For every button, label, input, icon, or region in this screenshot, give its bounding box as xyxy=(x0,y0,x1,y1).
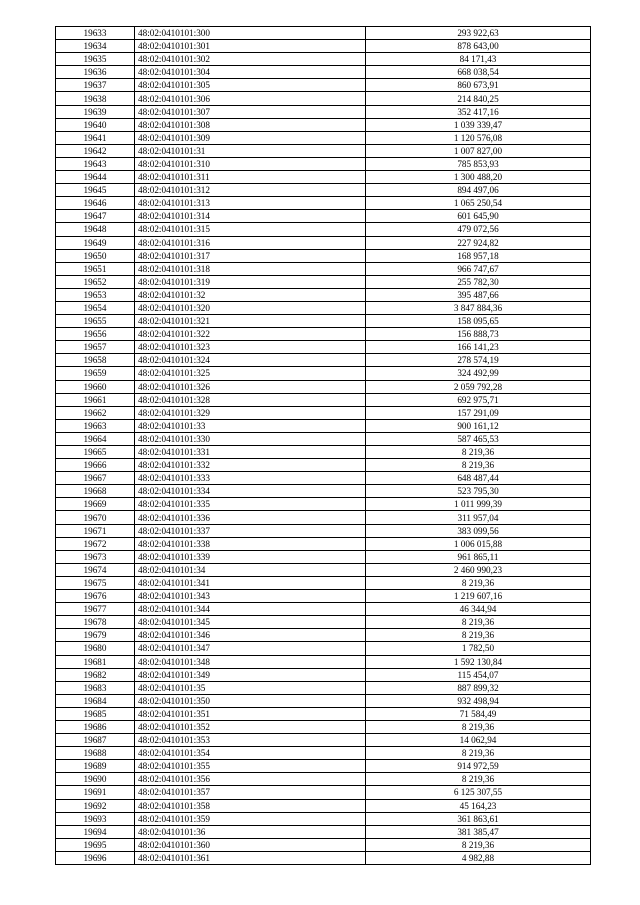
table-row xyxy=(56,210,591,223)
cadastral-number: 48:02:0410101:34 xyxy=(135,563,366,576)
table-row xyxy=(56,825,591,838)
cadastral-value: 1 006 015,88 xyxy=(366,537,591,550)
row-number: 19668 xyxy=(56,485,135,498)
cadastral-number: 48:02:0410101:300 xyxy=(135,27,366,40)
cadastral-value: 961 865,11 xyxy=(366,550,591,563)
table-row xyxy=(56,27,591,40)
table-row xyxy=(56,550,591,563)
cadastral-value: 1 300 488,20 xyxy=(366,171,591,184)
cadastral-value: 278 574,19 xyxy=(366,354,591,367)
row-number: 19669 xyxy=(56,498,135,511)
table-row xyxy=(56,472,591,485)
cadastral-number: 48:02:0410101:325 xyxy=(135,367,366,380)
row-number: 19639 xyxy=(56,105,135,118)
table-row xyxy=(56,171,591,184)
row-number: 19682 xyxy=(56,668,135,681)
cadastral-value: 311 957,04 xyxy=(366,511,591,524)
cadastral-number: 48:02:0410101:326 xyxy=(135,380,366,393)
cadastral-number: 48:02:0410101:349 xyxy=(135,668,366,681)
cadastral-number: 48:02:0410101:302 xyxy=(135,53,366,66)
cadastral-number: 48:02:0410101:358 xyxy=(135,799,366,812)
cadastral-value: 84 171,43 xyxy=(366,53,591,66)
table-row xyxy=(56,747,591,760)
row-number: 19692 xyxy=(56,799,135,812)
cadastral-number: 48:02:0410101:324 xyxy=(135,354,366,367)
table-row xyxy=(56,799,591,812)
table-row xyxy=(56,459,591,472)
row-number: 19638 xyxy=(56,92,135,105)
cadastral-value: 352 417,16 xyxy=(366,105,591,118)
table-row xyxy=(56,275,591,288)
table-row xyxy=(56,616,591,629)
row-number: 19654 xyxy=(56,301,135,314)
table-row xyxy=(56,642,591,655)
cadastral-value: 894 497,06 xyxy=(366,184,591,197)
table-row xyxy=(56,563,591,576)
row-number: 19655 xyxy=(56,315,135,328)
cadastral-number: 48:02:0410101:320 xyxy=(135,301,366,314)
row-number: 19634 xyxy=(56,40,135,53)
cadastral-value: 324 492,99 xyxy=(366,367,591,380)
cadastral-value: 8 219,36 xyxy=(366,446,591,459)
row-number: 19671 xyxy=(56,524,135,537)
table-row xyxy=(56,79,591,92)
cadastral-number: 48:02:0410101:33 xyxy=(135,419,366,432)
table-row xyxy=(56,760,591,773)
table-row xyxy=(56,851,591,864)
row-number: 19658 xyxy=(56,354,135,367)
cadastral-value: 1 065 250,54 xyxy=(366,197,591,210)
row-number: 19689 xyxy=(56,760,135,773)
table-row xyxy=(56,53,591,66)
cadastral-value: 668 038,54 xyxy=(366,66,591,79)
row-number: 19667 xyxy=(56,472,135,485)
table-row xyxy=(56,603,591,616)
cadastral-number: 48:02:0410101:359 xyxy=(135,812,366,825)
row-number: 19686 xyxy=(56,720,135,733)
cadastral-number: 48:02:0410101:323 xyxy=(135,341,366,354)
row-number: 19675 xyxy=(56,576,135,589)
cadastral-value: 227 924,82 xyxy=(366,236,591,249)
cadastral-number: 48:02:0410101:354 xyxy=(135,747,366,760)
cadastral-number: 48:02:0410101:307 xyxy=(135,105,366,118)
row-number: 19678 xyxy=(56,616,135,629)
cadastral-value: 45 164,23 xyxy=(366,799,591,812)
row-number: 19648 xyxy=(56,223,135,236)
cadastral-value: 878 643,00 xyxy=(366,40,591,53)
cadastral-value: 2 059 792,28 xyxy=(366,380,591,393)
table-row xyxy=(56,184,591,197)
table-row xyxy=(56,144,591,157)
cadastral-number: 48:02:0410101:338 xyxy=(135,537,366,550)
cadastral-number: 48:02:0410101:350 xyxy=(135,694,366,707)
cadastral-value: 932 498,94 xyxy=(366,694,591,707)
cadastral-value: 8 219,36 xyxy=(366,576,591,589)
cadastral-number: 48:02:0410101:334 xyxy=(135,485,366,498)
cadastral-value: 1 219 607,16 xyxy=(366,590,591,603)
table-row xyxy=(56,406,591,419)
row-number: 19672 xyxy=(56,537,135,550)
row-number: 19684 xyxy=(56,694,135,707)
cadastral-number: 48:02:0410101:311 xyxy=(135,171,366,184)
cadastral-value: 6 125 307,55 xyxy=(366,786,591,799)
table-row xyxy=(56,223,591,236)
cadastral-number: 48:02:0410101:32 xyxy=(135,288,366,301)
cadastral-value: 8 219,36 xyxy=(366,459,591,472)
row-number: 19683 xyxy=(56,681,135,694)
table-row xyxy=(56,668,591,681)
cadastral-value: 601 645,90 xyxy=(366,210,591,223)
cadastral-value: 8 219,36 xyxy=(366,720,591,733)
cadastral-number: 48:02:0410101:310 xyxy=(135,157,366,170)
cadastral-value: 4 982,88 xyxy=(366,851,591,864)
cadastral-number: 48:02:0410101:314 xyxy=(135,210,366,223)
cadastral-value: 966 747,67 xyxy=(366,262,591,275)
table-row xyxy=(56,315,591,328)
row-number: 19641 xyxy=(56,131,135,144)
cadastral-number: 48:02:0410101:318 xyxy=(135,262,366,275)
cadastral-value: 785 853,93 xyxy=(366,157,591,170)
table-row xyxy=(56,367,591,380)
row-number: 19661 xyxy=(56,393,135,406)
cadastral-value: 860 673,91 xyxy=(366,79,591,92)
cadastral-number: 48:02:0410101:313 xyxy=(135,197,366,210)
cadastral-value: 115 454,07 xyxy=(366,668,591,681)
row-number: 19695 xyxy=(56,838,135,851)
cadastral-number: 48:02:0410101:360 xyxy=(135,838,366,851)
cadastral-number: 48:02:0410101:319 xyxy=(135,275,366,288)
cadastral-number: 48:02:0410101:333 xyxy=(135,472,366,485)
row-number: 19637 xyxy=(56,79,135,92)
table-row xyxy=(56,341,591,354)
cadastral-number: 48:02:0410101:329 xyxy=(135,406,366,419)
row-number: 19674 xyxy=(56,563,135,576)
cadastral-number: 48:02:0410101:351 xyxy=(135,707,366,720)
cadastral-number: 48:02:0410101:305 xyxy=(135,79,366,92)
cadastral-value: 214 840,25 xyxy=(366,92,591,105)
cadastral-value: 1 782,50 xyxy=(366,642,591,655)
row-number: 19676 xyxy=(56,590,135,603)
table-row xyxy=(56,92,591,105)
cadastral-value: 166 141,23 xyxy=(366,341,591,354)
cadastral-value: 479 072,56 xyxy=(366,223,591,236)
row-number: 19693 xyxy=(56,812,135,825)
table-row xyxy=(56,511,591,524)
cadastral-number: 48:02:0410101:328 xyxy=(135,393,366,406)
table-row xyxy=(56,262,591,275)
cadastral-value: 914 972,59 xyxy=(366,760,591,773)
row-number: 19663 xyxy=(56,419,135,432)
table-row xyxy=(56,249,591,262)
cadastral-number: 48:02:0410101:356 xyxy=(135,773,366,786)
cadastral-value: 2 460 990,23 xyxy=(366,563,591,576)
row-number: 19691 xyxy=(56,786,135,799)
cadastral-number: 48:02:0410101:352 xyxy=(135,720,366,733)
table-row xyxy=(56,197,591,210)
cadastral-number: 48:02:0410101:348 xyxy=(135,655,366,668)
row-number: 19680 xyxy=(56,642,135,655)
table-row xyxy=(56,131,591,144)
row-number: 19644 xyxy=(56,171,135,184)
cadastral-value: 71 584,49 xyxy=(366,707,591,720)
row-number: 19649 xyxy=(56,236,135,249)
row-number: 19673 xyxy=(56,550,135,563)
cadastral-number: 48:02:0410101:312 xyxy=(135,184,366,197)
cadastral-value: 8 219,36 xyxy=(366,629,591,642)
cadastral-value: 158 095,65 xyxy=(366,315,591,328)
table-row xyxy=(56,734,591,747)
cadastral-number: 48:02:0410101:306 xyxy=(135,92,366,105)
row-number: 19651 xyxy=(56,262,135,275)
row-number: 19665 xyxy=(56,446,135,459)
table-row xyxy=(56,838,591,851)
cadastral-number: 48:02:0410101:316 xyxy=(135,236,366,249)
row-number: 19688 xyxy=(56,747,135,760)
table-row xyxy=(56,380,591,393)
cadastral-number: 48:02:0410101:301 xyxy=(135,40,366,53)
row-number: 19659 xyxy=(56,367,135,380)
row-number: 19642 xyxy=(56,144,135,157)
table-row xyxy=(56,498,591,511)
table-row xyxy=(56,812,591,825)
row-number: 19635 xyxy=(56,53,135,66)
cadastral-value: 887 899,32 xyxy=(366,681,591,694)
row-number: 19666 xyxy=(56,459,135,472)
table-row xyxy=(56,524,591,537)
table-row xyxy=(56,720,591,733)
cadastral-value: 255 782,30 xyxy=(366,275,591,288)
table-row xyxy=(56,393,591,406)
table-row xyxy=(56,328,591,341)
row-number: 19645 xyxy=(56,184,135,197)
cadastral-number: 48:02:0410101:315 xyxy=(135,223,366,236)
cadastral-number: 48:02:0410101:35 xyxy=(135,681,366,694)
cadastral-value: 14 062,94 xyxy=(366,734,591,747)
row-number: 19643 xyxy=(56,157,135,170)
row-number: 19687 xyxy=(56,734,135,747)
row-number: 19657 xyxy=(56,341,135,354)
row-number: 19650 xyxy=(56,249,135,262)
cadastral-value: 587 465,53 xyxy=(366,432,591,445)
table-row xyxy=(56,354,591,367)
table-row xyxy=(56,485,591,498)
cadastral-number: 48:02:0410101:317 xyxy=(135,249,366,262)
row-number: 19670 xyxy=(56,511,135,524)
cadastral-value: 156 888,73 xyxy=(366,328,591,341)
row-number: 19660 xyxy=(56,380,135,393)
row-number: 19679 xyxy=(56,629,135,642)
cadastral-number: 48:02:0410101:357 xyxy=(135,786,366,799)
cadastral-number: 48:02:0410101:304 xyxy=(135,66,366,79)
cadastral-value: 900 161,12 xyxy=(366,419,591,432)
table-row xyxy=(56,590,591,603)
row-number: 19677 xyxy=(56,603,135,616)
cadastral-value: 1 007 827,00 xyxy=(366,144,591,157)
cadastral-number: 48:02:0410101:321 xyxy=(135,315,366,328)
row-number: 19656 xyxy=(56,328,135,341)
table-row xyxy=(56,707,591,720)
table-row xyxy=(56,773,591,786)
cadastral-number: 48:02:0410101:341 xyxy=(135,576,366,589)
table-row xyxy=(56,118,591,131)
table-row xyxy=(56,157,591,170)
table-row xyxy=(56,288,591,301)
cadastral-number: 48:02:0410101:322 xyxy=(135,328,366,341)
table-row xyxy=(56,629,591,642)
row-number: 19646 xyxy=(56,197,135,210)
cadastral-value: 46 344,94 xyxy=(366,603,591,616)
cadastral-value: 383 099,56 xyxy=(366,524,591,537)
table-row xyxy=(56,236,591,249)
row-number: 19690 xyxy=(56,773,135,786)
cadastral-number: 48:02:0410101:353 xyxy=(135,734,366,747)
cadastral-value: 293 922,63 xyxy=(366,27,591,40)
cadastral-number: 48:02:0410101:347 xyxy=(135,642,366,655)
table-row xyxy=(56,105,591,118)
cadastral-value: 361 863,61 xyxy=(366,812,591,825)
cadastral-number: 48:02:0410101:344 xyxy=(135,603,366,616)
cadastral-value: 1 011 999,39 xyxy=(366,498,591,511)
cadastral-value: 1 039 339,47 xyxy=(366,118,591,131)
cadastral-value: 523 795,30 xyxy=(366,485,591,498)
table-body xyxy=(56,27,591,865)
cadastral-value: 3 847 884,36 xyxy=(366,301,591,314)
table-row xyxy=(56,446,591,459)
table-row xyxy=(56,301,591,314)
table-row xyxy=(56,66,591,79)
cadastral-number: 48:02:0410101:335 xyxy=(135,498,366,511)
cadastral-number: 48:02:0410101:361 xyxy=(135,851,366,864)
cadastral-value: 8 219,36 xyxy=(366,838,591,851)
cadastral-number: 48:02:0410101:308 xyxy=(135,118,366,131)
cadastral-value: 692 975,71 xyxy=(366,393,591,406)
table-row xyxy=(56,576,591,589)
cadastral-value: 8 219,36 xyxy=(366,747,591,760)
cadastral-number: 48:02:0410101:355 xyxy=(135,760,366,773)
cadastral-number: 48:02:0410101:346 xyxy=(135,629,366,642)
row-number: 19685 xyxy=(56,707,135,720)
cadastral-number: 48:02:0410101:332 xyxy=(135,459,366,472)
table-row xyxy=(56,40,591,53)
table-row xyxy=(56,537,591,550)
cadastral-value: 381 385,47 xyxy=(366,825,591,838)
cadastral-number: 48:02:0410101:31 xyxy=(135,144,366,157)
row-number: 19652 xyxy=(56,275,135,288)
cadastral-value: 1 592 130,84 xyxy=(366,655,591,668)
cadastral-number: 48:02:0410101:309 xyxy=(135,131,366,144)
table-row xyxy=(56,681,591,694)
row-number: 19696 xyxy=(56,851,135,864)
cadastral-value: 8 219,36 xyxy=(366,773,591,786)
row-number: 19653 xyxy=(56,288,135,301)
cadastral-number: 48:02:0410101:337 xyxy=(135,524,366,537)
cadastral-number: 48:02:0410101:330 xyxy=(135,432,366,445)
row-number: 19662 xyxy=(56,406,135,419)
table-row xyxy=(56,419,591,432)
cadastral-number: 48:02:0410101:331 xyxy=(135,446,366,459)
cadastral-number: 48:02:0410101:36 xyxy=(135,825,366,838)
cadastral-value-table xyxy=(55,26,591,865)
cadastral-value: 395 487,66 xyxy=(366,288,591,301)
cadastral-number: 48:02:0410101:345 xyxy=(135,616,366,629)
cadastral-value: 168 957,18 xyxy=(366,249,591,262)
row-number: 19664 xyxy=(56,432,135,445)
cadastral-number: 48:02:0410101:343 xyxy=(135,590,366,603)
table-row xyxy=(56,694,591,707)
table-row xyxy=(56,432,591,445)
row-number: 19647 xyxy=(56,210,135,223)
row-number: 19633 xyxy=(56,27,135,40)
cadastral-value: 8 219,36 xyxy=(366,616,591,629)
cadastral-value: 157 291,09 xyxy=(366,406,591,419)
cadastral-value: 1 120 576,08 xyxy=(366,131,591,144)
row-number: 19681 xyxy=(56,655,135,668)
row-number: 19640 xyxy=(56,118,135,131)
row-number: 19694 xyxy=(56,825,135,838)
cadastral-number: 48:02:0410101:336 xyxy=(135,511,366,524)
cadastral-value: 648 487,44 xyxy=(366,472,591,485)
table-row xyxy=(56,655,591,668)
row-number: 19636 xyxy=(56,66,135,79)
cadastral-number: 48:02:0410101:339 xyxy=(135,550,366,563)
table-row xyxy=(56,786,591,799)
